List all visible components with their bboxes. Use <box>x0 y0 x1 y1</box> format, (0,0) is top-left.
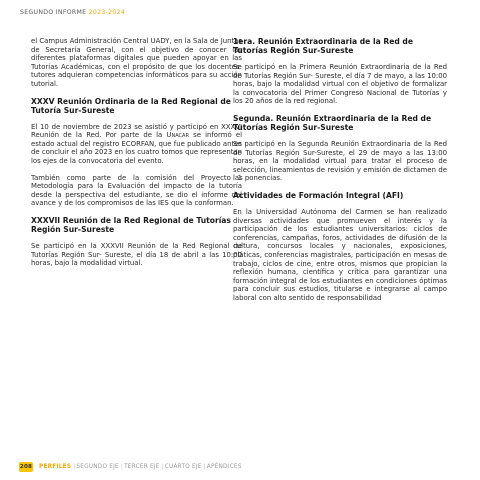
section-heading: XXXV Reunión Ordinaria de la Red Regional de Tutoría Sur-Sureste <box>31 96 231 115</box>
section-heading: Actividades de Formación Integral (AFI) <box>233 190 404 200</box>
paragraph: Se participó en la XXXVII Reunión de la Red Regional de Tutorías Región Sur- Sureste, el día 18 de abril a las 10:00 horas, bajo la modalidad virtual. <box>31 241 242 268</box>
paragraph <box>31 123 242 166</box>
section-heading: Segunda. Reunión Extraordinaria de la Red de Tutorías Región Sur-Sureste <box>233 113 432 132</box>
section-heading: XXXVII Reunión de la Red Regional de Tutorías Región Sur-Sureste <box>31 215 231 234</box>
section-heading: 1era. Reunión Extraordinaria de la Red de Tutorías Región Sur-Sureste <box>233 37 414 55</box>
paragraph: También como parte de la comisión del Proyecto 1 Metodología para la Evaluación del impacto de la tutoría desde la perspectiva del estudiante, se dio el informe del avance y de los compromisos de las IES que la conforman. <box>31 173 242 208</box>
footer-separator: | <box>73 464 76 470</box>
paragraph: Se participó en la Primera Reunión Extraordinaria de la Red de Tutorías Región Sur- Sureste, el día 7 de mayo, a las 10:00 horas, bajo la modalidad virtual con el objetivo de formalizar la convocatoria del Primer Congreso Nacional de Tutorías y los 20 años de la red regional. <box>233 63 447 106</box>
footer-separator: | <box>203 464 206 470</box>
footer-nav-apendices[interactable]: APÉNDICES <box>206 464 242 470</box>
page-number: 208 <box>19 464 33 470</box>
footer-separator: | <box>120 464 124 470</box>
page-footer <box>19 461 243 473</box>
footer-nav-segundo-eje[interactable]: SEGUNDO EJE <box>76 464 119 470</box>
paragraph-text: se informó el estado actual del registro ECORFAN, que fue publicado antes de concluir el año 2023 en los cuatro tomos que representan los ejes de la convocatoria del evento. <box>31 131 242 165</box>
footer-nav-perfiles[interactable]: PERFILES <box>39 464 72 470</box>
running-header <box>20 9 125 16</box>
header-year: 2023-2024 <box>88 9 126 16</box>
header-title: SEGUNDO INFORME <box>20 9 87 16</box>
left-column <box>31 37 242 276</box>
unacar-name: Unacar <box>166 131 189 140</box>
footer-nav-cuarto-eje[interactable]: CUARTO EJE <box>164 464 202 470</box>
paragraph: En la Universidad Autónoma del Carmen se han realizado diversas actividades que promueven el interés y la participación de los estudiantes universitarios: ciclos de conferencias, campañas, foros, actividades de difusión de la cultura, concursos locales y nacionales, exposiciones, pláticas, conferencias magistrales, participación en mesas de trabajo, ciclos de cine, entre otros, mismos que propician la reflexión humana, científica y crítica para garantizar una formación integral de los estudiantes en condiciones óptimas para concluir sus estudios, titularse e integrarse al campo laboral con alto sentido de responsabilidad <box>233 207 447 302</box>
footer-nav-tercer-eje[interactable]: TERCER EJE <box>124 464 160 470</box>
paragraph: Se participó en la Segunda Reunión Extraordinaria de la Red de Tutorías Región Sur-Sureste, el 29 de mayo a las 13:00 horas, en la modalidad virtual para tratar el proceso de selección, lineamientos de revisión y emisión de dictamen de las ponencias. <box>233 139 447 183</box>
paragraph-text: El 10 de noviembre de 2023 se asistió y participó en XXXVI Reunión de la Red. Por parte de la <box>31 122 242 140</box>
paragraph: el Campus Administración Central UADY, en la Sala de Juntas de Secretaría General, con el objetivo de conocer las diferentes plataformas digitales que pueden apoyar en las Tutorías Académicas, con el propósito de que los docentes-tutores adquieran competencias informáticos para su acción tutorial. <box>31 37 242 88</box>
footer-separator: | <box>161 464 164 470</box>
right-column <box>233 37 447 310</box>
